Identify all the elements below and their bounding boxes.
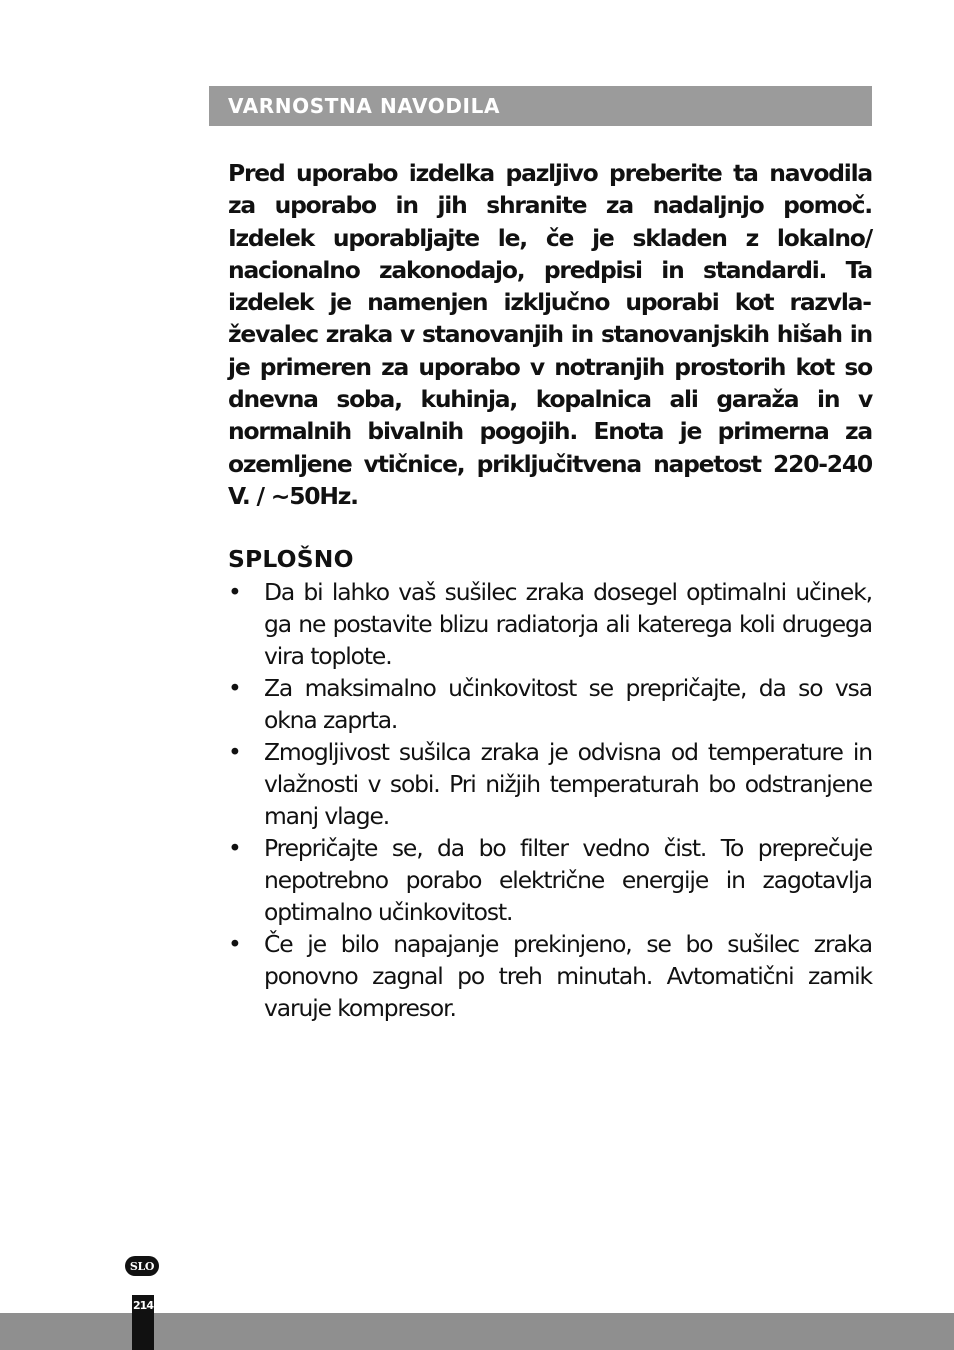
bullet-icon: • [228,737,241,766]
list-item-text: Za maksimalno učinkovitost se prepričajte, da so vsa okna zaprta. [264,673,872,734]
list-item [228,832,872,928]
page-number: 214 [133,1299,153,1312]
list-item [228,736,872,832]
language-badge [125,1256,159,1276]
bullet-icon: • [228,929,241,958]
list-item [228,928,872,1024]
list-item-text: Prepričajte se, da bo filter vedno čist. To preprečuje nepotrebno porabo električne energije in zagotavlja optimalno učinkovitost. [264,833,872,926]
list-item [228,576,872,672]
list-item-text: Da bi lahko vaš sušilec zraka dosegel optimalni učinek, ga ne postavite blizu radiatorja ali katerega koli drugega vira toplote. [264,577,872,670]
bullet-icon: • [228,577,241,606]
section-header-title: VARNOSTNA NAVODILA [228,94,501,118]
language-badge-label: SLO [129,1259,155,1273]
list-item [228,672,872,736]
list-item-text: Zmogljivost sušilca zraka je odvisna od temperature in vlažnosti v sobi. Pri nižjih temperaturah bo odstranjene manj vlage. [264,737,872,830]
intro-paragraph: Pred uporabo izdelka pazljivo preberite ta navodila za uporabo in jih shranite za nadaljnjo pomoč. Izdelek uporabljajte le, če je skladen z lokalno/ nacionalno zakonodajo, predpisi in standardi. Ta izdelek je namenjen izključno uporabi kot razvlaževalec zraka v stanovanjih in stanovanjskih hišah in je primeren za uporabo v notranjih prostorih kot so dnevna soba, kuhinja, kopalnica ali garaža in v normalnih bivalnih pogojih. Enota je primerna za ozemljene vtičnice, priključitvena napetost 220-240 V. / ~50Hz. [228,159,872,510]
general-bullet-list [228,576,872,1024]
list-item-text: Če je bilo napajanje prekinjeno, se bo sušilec zraka ponovno zagnal po treh minutah. Avtomatični zamik varuje kompresor. [264,929,872,1022]
page-content [228,157,872,1024]
section-title: SPLOŠNO [228,545,354,574]
bullet-icon: • [228,833,241,862]
section-header-bar [209,86,872,126]
bullet-icon: • [228,673,241,702]
